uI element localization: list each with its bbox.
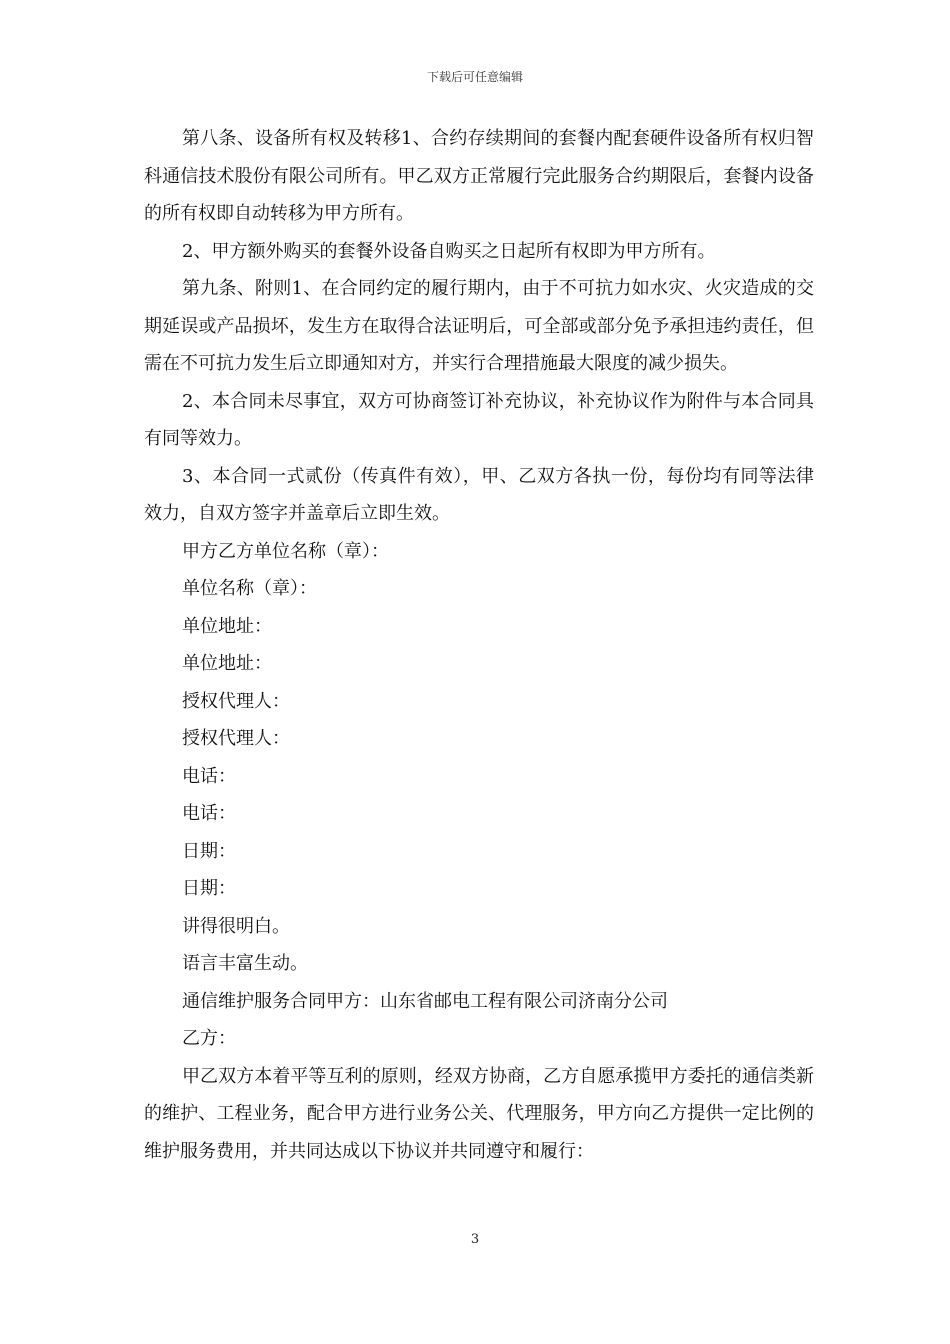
article-9-clause-3: 3、本合同一式贰份（传真件有效），甲、乙双方各执一份，每份均有同等法律效力，自双方签字并盖章后立即生效。: [144, 465, 814, 524]
article-9-paragraph: 第九条、附则1、在合同约定的履行期内，由于不可抗力如水灾、火灾造成的交期延误或产品损坏，发生方在取得合法证明后，可全部或部分免予承担违约责任，但需在不可抗力发生后立即通知对方，并实行合理措施最大限度的减少损失。: [144, 278, 814, 374]
remark-line-1: 讲得很明白。: [182, 915, 290, 937]
page-header-note: 下载后可任意编辑: [426, 70, 523, 84]
article-8-paragraph: 第八条、设备所有权及转移1、合约存续期间的套餐内配套硬件设备所有权归智科通信技术股份有限公司所有。甲乙双方正常履行完此服务合约期限后，套餐内设备的所有权即自动转移为甲方所有。: [144, 128, 814, 224]
article-9-clause-2: 2、本合同未尽事宜，双方可协商签订补充协议，补充协议作为附件与本合同具有同等效力。: [144, 390, 814, 449]
signature-line-date-b: 日期：: [182, 878, 236, 899]
signature-line-address-a: 单位地址：: [182, 615, 272, 637]
signature-line-date-a: 日期：: [182, 840, 236, 862]
signature-line-agent-b: 授权代理人：: [182, 728, 290, 749]
signature-line-party-names: 甲方乙方单位名称（章）：: [182, 540, 389, 562]
page-number: 3: [470, 1232, 480, 1247]
signature-line-phone-a: 电话：: [182, 765, 236, 787]
document-body: [144, 120, 814, 1170]
party-b-line: 乙方：: [182, 1028, 236, 1049]
signature-line-agent-a: 授权代理人：: [182, 690, 290, 712]
signature-line-unit-name: 单位名称（章）：: [182, 578, 317, 599]
article-8-clause-2: 2、甲方额外购买的套餐外设备自购买之日起所有权即为甲方所有。: [182, 240, 716, 262]
remark-line-2: 语言丰富生动。: [182, 953, 308, 974]
signature-line-phone-b: 电话：: [182, 803, 236, 824]
contract-preamble-paragraph: 甲乙双方本着平等互利的原则，经双方协商，乙方自愿承揽甲方委托的通信类新的维护、工程业务，配合甲方进行业务公关、代理服务，甲方向乙方提供一定比例的维护服务费用，并共同达成以下协议并共同遵守和履行：: [144, 1065, 814, 1162]
signature-line-address-b: 单位地址：: [182, 653, 272, 674]
contract-title-party-a: 通信维护服务合同甲方：山东省邮电工程有限公司济南分公司: [182, 990, 668, 1012]
